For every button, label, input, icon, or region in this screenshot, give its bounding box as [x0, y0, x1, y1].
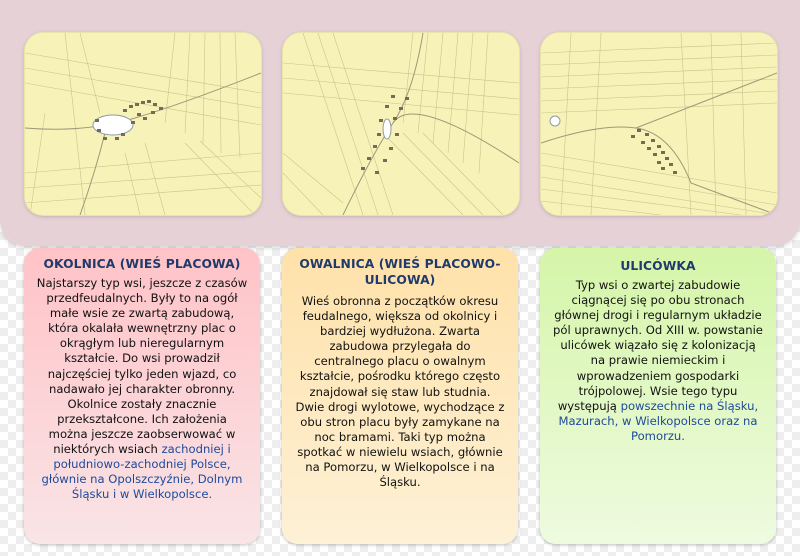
okolnica-map-image: [25, 33, 261, 215]
okolnica-description: [36, 276, 248, 502]
owalnica-map-image: [283, 33, 519, 215]
ulicowka-regions: powszechnie na Śląsku, Mazurach, w Wielkopolsce oraz na Pomorzu.: [558, 398, 759, 443]
okolnica-text: Najstarszy typ wsi, jeszcze z czasów przedfeudalnych. Były to na ogół małe wsie ze zwartą zabudową, która okalała wewnętrzny plac o okrągłym lub nieregularnym kształcie. Do wsi prowadził najczęściej tylko jeden wjazd, co nadawało jej charakter obronny. Okolnice zostały znacznie przekształcone. Ich założenia można jeszcze zaobserwować w niektórych wsiach: [36, 276, 248, 457]
owalnica-title: OWALNICA (WIEŚ PLACOWO-ULICOWA): [299, 257, 501, 287]
okolnica-title: OKOLNICA (WIEŚ PLACOWA): [43, 257, 241, 271]
owalnica-description: [294, 294, 506, 490]
ulicowka-description: [552, 278, 764, 444]
okolnica-panel: [24, 248, 260, 544]
okolnica-regions: zachodniej i południowo-zachodniej Polsce, głównie na Opolszczyźnie, Dolnym Śląsku i w Wielkopolsce.: [41, 442, 243, 502]
ulicowka-panel: [540, 248, 776, 544]
ulicowka-map-image: [541, 33, 777, 215]
maps-panel: [0, 0, 800, 246]
owalnica-text: Wieś obronna z początków okresu feudalnego, większa od okolnicy i bardziej wydłużona. Zwarta zabudowa przylegała do centralnego placu o owalnym kształcie, pośrodku którego często znajdował się staw lub studnia. Dwie drogi wylotowe, wychodzące z obu stron placu były zamykane na noc bramami. Taki typ można spotkać w niewielu wsiach, głównie na Pomorzu, w Wielkopolsce i na Śląsku.: [295, 294, 505, 490]
ulicowka-text: Typ wsi o zwartej zabudowie ciągnącej się po obu stronach głównej drogi i regularnym układzie pól uprawnych. Od XIII w. powstanie ulicówek wiązało się z kolonizacją na prawie niemieckim i wprowadzeniem gospodarki trójpolowej. Wsie tego typu występują: [553, 278, 763, 413]
owalnica-panel: [282, 248, 518, 544]
ulicowka-title: ULICÓWKA: [620, 259, 696, 273]
